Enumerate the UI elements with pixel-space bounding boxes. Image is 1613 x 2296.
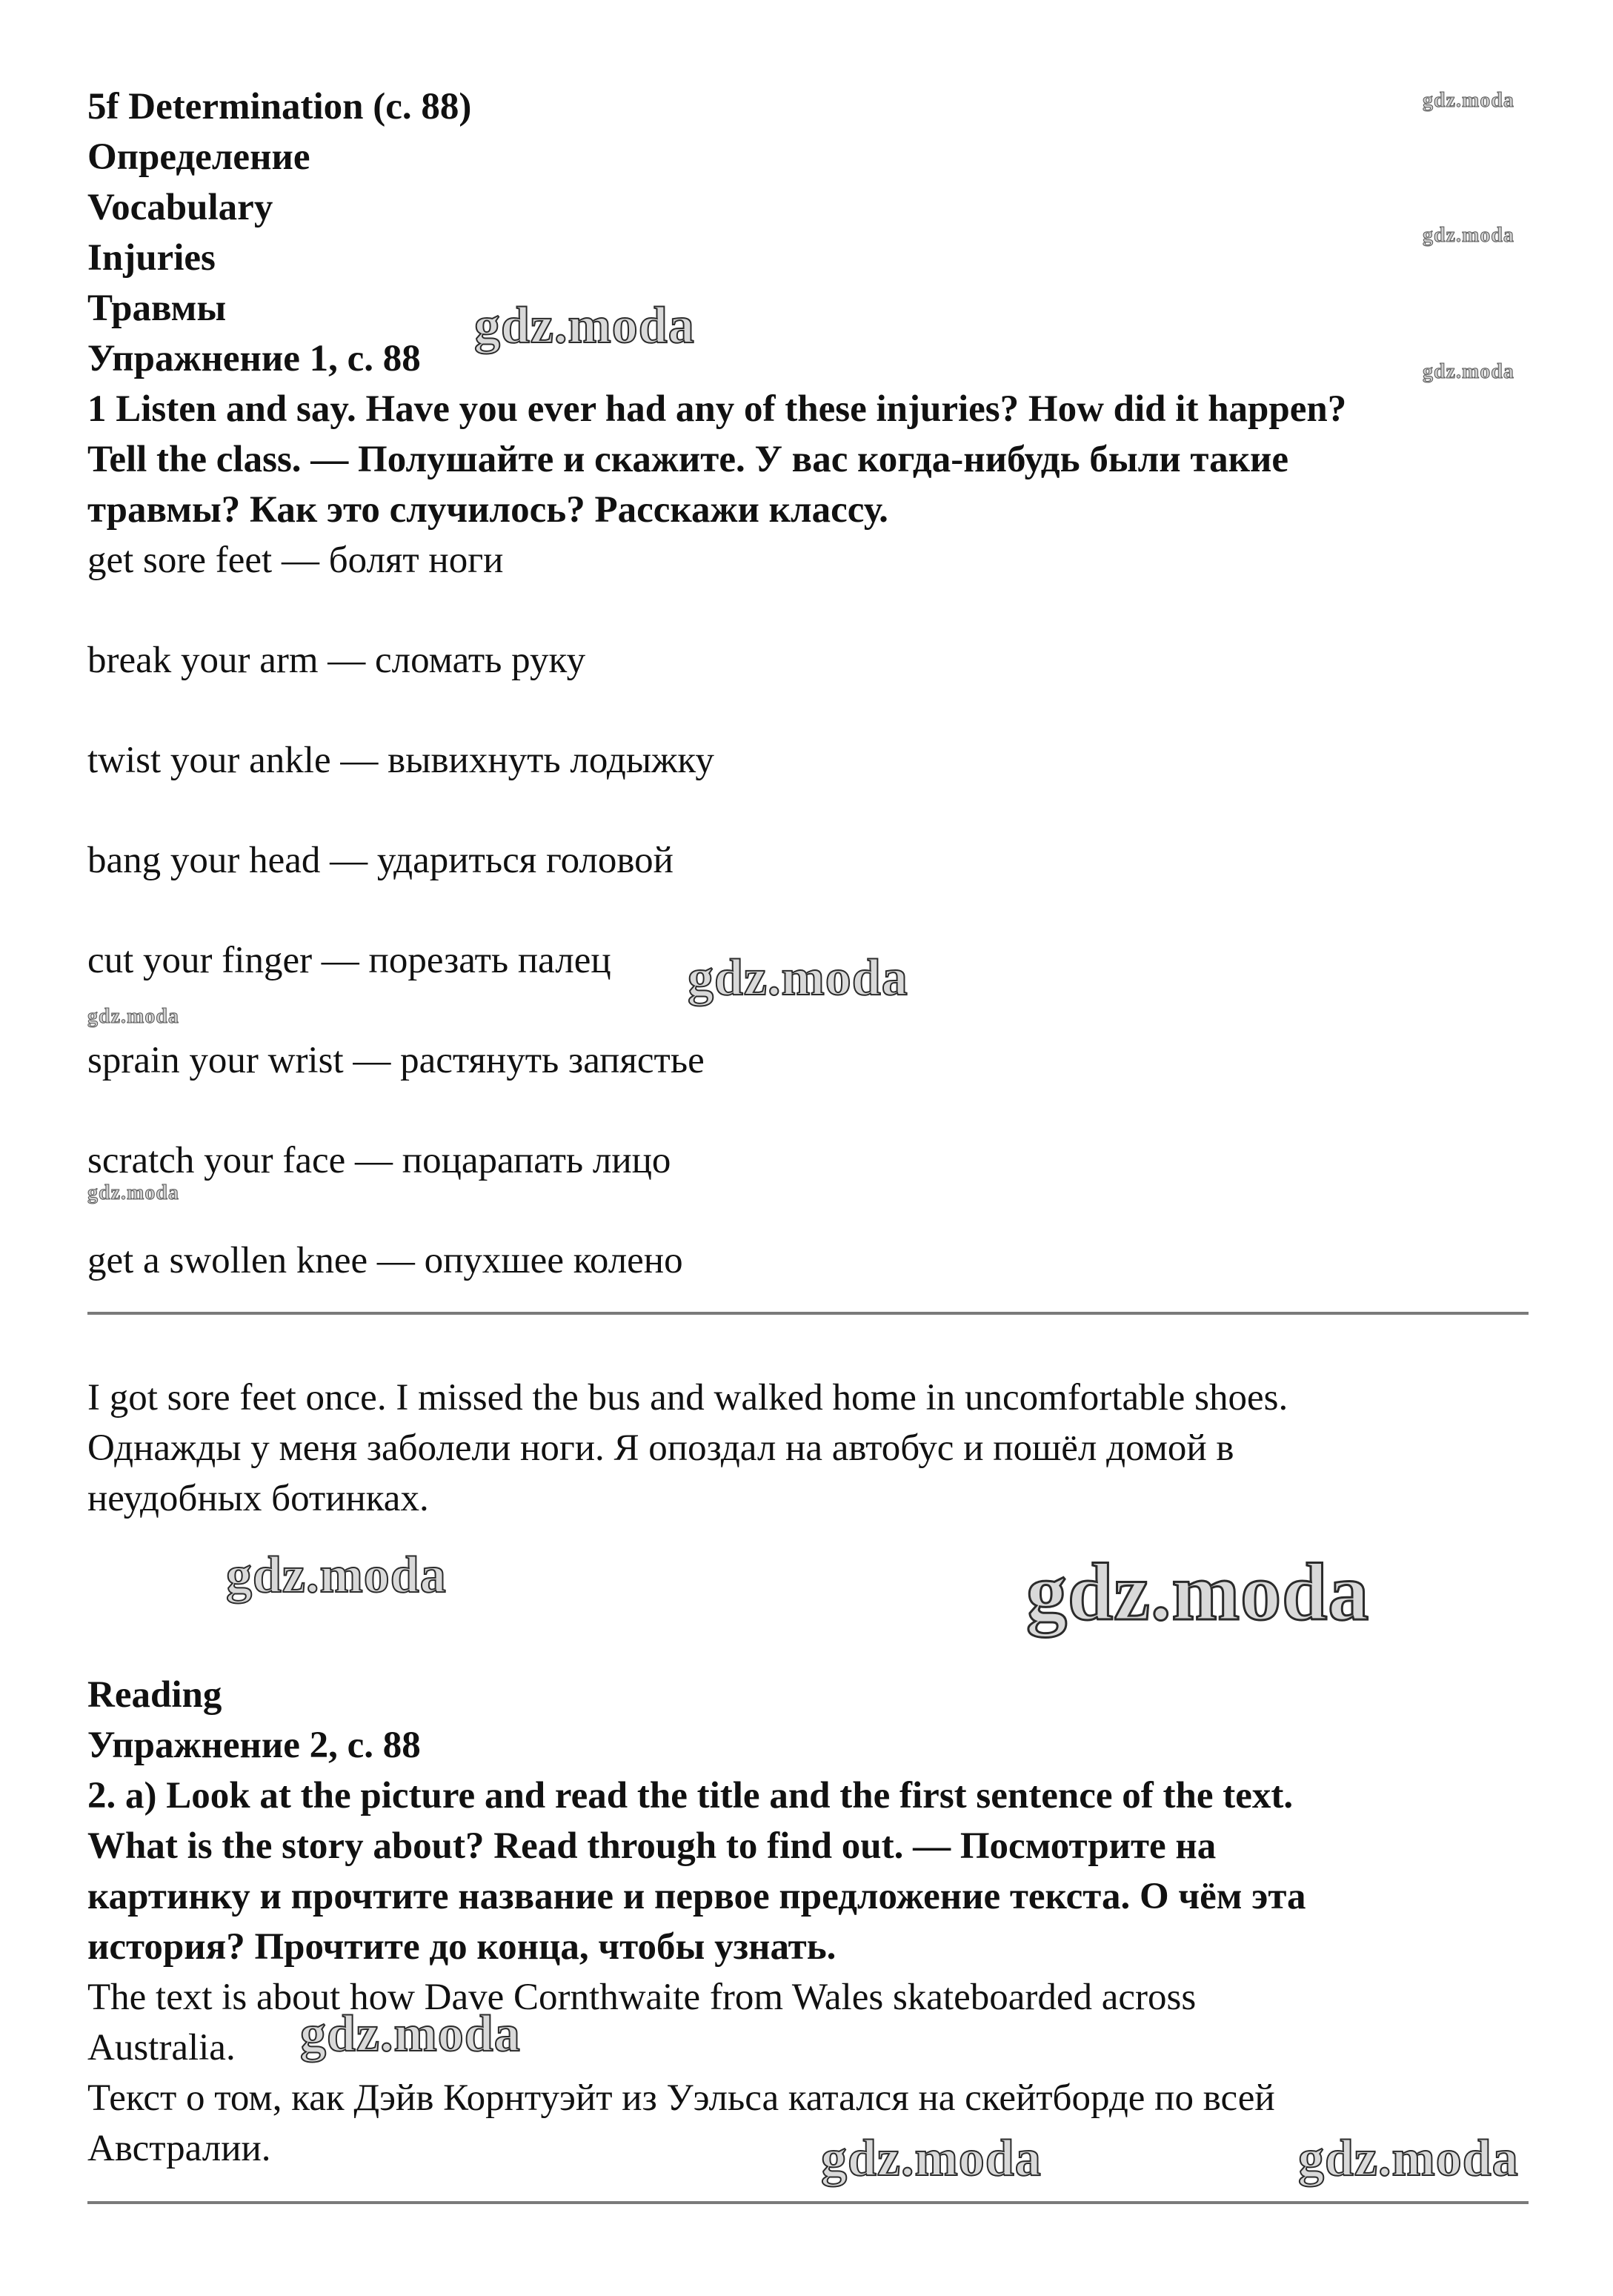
exercise2-task-line: картинку и прочтите название и первое предложение текста. О чём эта [87, 1876, 1306, 1917]
watermark: gdz.moda [300, 2005, 521, 2063]
watermark: gdz.moda [1423, 89, 1514, 112]
topic-heading-ru: Травмы [87, 288, 227, 329]
watermark: gdz.moda [1423, 360, 1514, 383]
vocab-item: get a swollen knee — опухшее колено [87, 1240, 683, 1281]
watermark: gdz.moda [1298, 2130, 1519, 2187]
exercise1-heading: Упражнение 1, с. 88 [87, 338, 421, 379]
exercise2-task-line: 2. a) Look at the picture and read the title and the first sentence of the text. [87, 1775, 1294, 1816]
exercise1-task-line: травмы? Как это случилось? Расскажи классу. [87, 489, 888, 531]
exercise2-answer-line: Australia. [87, 2027, 236, 2068]
vocab-item: sprain your wrist — растянуть запястье [87, 1040, 705, 1081]
vocab-item: cut your finger — порезать палец [87, 940, 611, 981]
watermark: gdz.moda [87, 1181, 179, 1204]
exercise2-task-line: What is the story about? Read through to find out. — Посмотрите на [87, 1825, 1217, 1867]
section-title-ru: Определение [87, 136, 310, 178]
vocab-item: twist your ankle — вывихнуть лодыжку [87, 740, 714, 781]
vocab-item: scratch your face — поцарапать лицо [87, 1140, 671, 1181]
exercise2-answer-line: Текст о том, как Дэйв Корнтуэйт из Уэльса катался на скейтборде по всей [87, 2077, 1275, 2119]
vocabulary-heading: Vocabulary [87, 187, 273, 228]
watermark: gdz.moda [688, 949, 908, 1006]
divider-line [87, 2201, 1529, 2204]
divider-line [87, 1312, 1529, 1315]
reading-heading: Reading [87, 1674, 222, 1716]
exercise2-heading: Упражнение 2, с. 88 [87, 1725, 421, 1766]
exercise2-answer-line: The text is about how Dave Cornthwaite from Wales skateboarded across [87, 1977, 1197, 2018]
exercise1-task-line: Tell the class. — Полушайте и скажите. У вас когда-нибудь были такие [87, 439, 1288, 480]
topic-heading: Injuries [87, 237, 216, 279]
watermark: gdz.moda [226, 1547, 447, 1604]
exercise1-answer-line: неудобных ботинках. [87, 1478, 429, 1519]
exercise2-answer-line: Австралии. [87, 2128, 271, 2169]
exercise1-answer-line: I got sore feet once. I missed the bus and walked home in uncomfortable shoes. [87, 1377, 1288, 1419]
exercise1-answer-line: Однажды у меня заболели ноги. Я опоздал на автобус и пошёл домой в [87, 1427, 1234, 1469]
watermark: gdz.moda [87, 1005, 179, 1028]
vocab-item: get sore feet — болят ноги [87, 540, 504, 581]
exercise2-task-line: история? Прочтите до конца, чтобы узнать. [87, 1926, 837, 1968]
watermark: gdz.moda [1026, 1547, 1370, 1637]
exercise1-task-line: 1 Listen and say. Have you ever had any of these injuries? How did it happen? [87, 388, 1347, 430]
watermark: gdz.moda [1423, 224, 1514, 247]
section-title: 5f Determination (с. 88) [87, 86, 472, 127]
vocab-item: break your arm — сломать руку [87, 640, 586, 681]
watermark: gdz.moda [474, 297, 695, 354]
watermark: gdz.moda [821, 2130, 1042, 2187]
vocab-item: bang your head — удариться головой [87, 840, 674, 881]
